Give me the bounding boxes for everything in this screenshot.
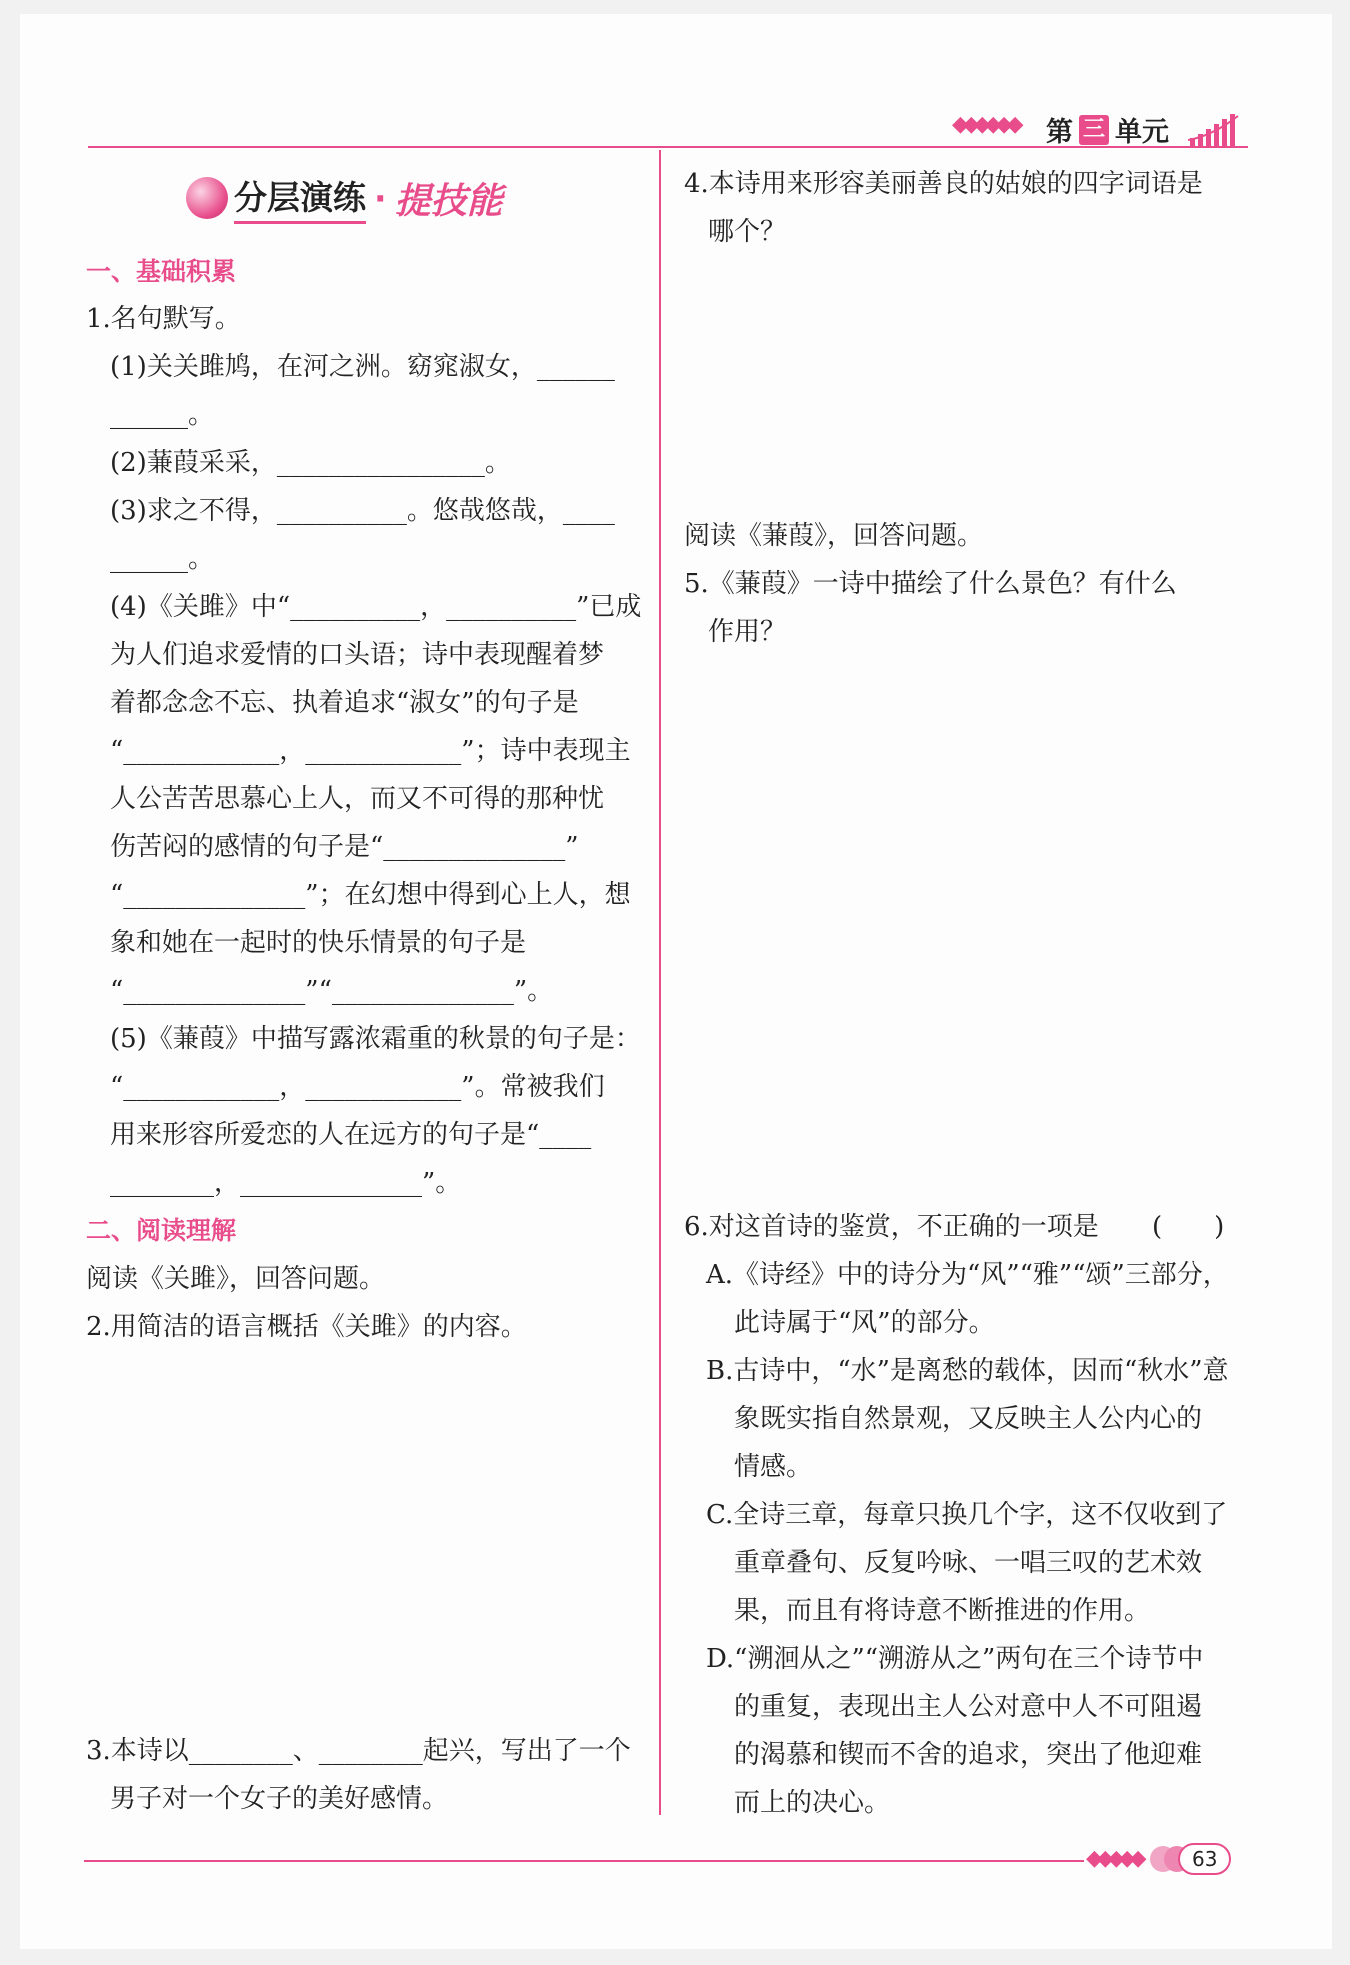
question-6: 6.对这首诗的鉴赏，不正确的一项是 [684,1212,1099,1242]
q1-line: (3)求之不得，__________。悠哉悠哉，____ [110,496,615,526]
q1-line: (1)关关雎鸠，在河之洲。窈窕淑女，______ [110,352,615,382]
footer-arrows-icon: ◆◆◆◆◆ [1086,1846,1141,1871]
q1-line: “______________”“______________”。 [110,976,554,1006]
option-line: 象既实指自然景观，又反映主人公内心的 [734,1404,1203,1434]
question-4-line2: 哪个？ [708,217,787,247]
q1-line: ______。 [110,400,215,430]
column-divider [659,150,661,1815]
question-1: 1.名句默写。 [86,304,241,334]
question-2: 2.用简洁的语言概括《关雎》的内容。 [86,1312,527,1342]
unit-number: 三 [1079,115,1109,145]
option-line: 此诗属于“风”的部分。 [734,1308,995,1338]
q1-line: (4)《关雎》中“__________，__________”已成 [110,592,642,622]
q1-line: ______。 [110,544,215,574]
question-3-line2: 男子对一个女子的美好感情。 [110,1784,449,1814]
option-line: 情感。 [734,1452,813,1482]
reading-prompt-1: 阅读《关雎》，回答问题。 [86,1264,386,1294]
option-line: 果，而且有将诗意不断推进的作用。 [734,1596,1151,1626]
option-line: B.古诗中，“水”是离愁的载体，因而“秋水”意 [706,1356,1229,1386]
q1-line: 用来形容所爱恋的人在远方的句子是“____ [110,1120,592,1150]
option-line: D.“溯洄从之”“溯游从之”两句在三个诗节中 [706,1644,1204,1674]
header-arrows-icon: ◆◆◆◆◆◆ [952,112,1018,137]
section-heading-2: 二、阅读理解 [86,1216,237,1245]
q1-line: 为人们追求爱情的口头语；诗中表现醒着梦 [110,640,605,670]
unit-prefix: 第 [1046,117,1073,148]
ball-icon [186,177,228,219]
q1-line: 着都念念不忘、执着追求“淑女”的句子是 [110,688,579,718]
q1-line: ________，______________”。 [110,1168,462,1198]
question-5-line1: 5.《蒹葭》一诗中描绘了什么景色？有什么 [684,569,1177,599]
q1-line: 伤苦闷的感情的句子是“______________” [110,832,579,862]
title-part2: 提技能 [394,180,503,222]
q1-line: “____________，____________”。常被我们 [110,1072,605,1102]
page-number: 63 [1178,1843,1231,1875]
q1-line: (5)《蒹葭》中描写露浓霜重的秋景的句子是： [110,1024,641,1054]
signal-bars-icon [1188,112,1244,148]
option-line: 而上的决心。 [734,1788,891,1818]
q1-line: “____________，____________”；诗中表现主 [110,736,631,766]
question-5-line2: 作用？ [708,617,787,647]
unit-label [1046,110,1169,149]
title-part1: 分层演练 [234,172,366,224]
q1-line: 象和她在一起时的快乐情景的句子是 [110,928,527,958]
section-heading-1: 一、基础积累 [86,257,237,286]
reading-prompt-2: 阅读《蒹葭》，回答问题。 [684,521,984,551]
answer-bracket: ( ) [1152,1212,1225,1242]
option-line: A.《诗经》中的诗分为“风”“雅”“颂”三部分， [706,1260,1229,1290]
question-4-line1: 4.本诗用来形容美丽善良的姑娘的四字词语是 [684,169,1203,199]
q1-line: “______________”；在幻想中得到心上人，想 [110,880,631,910]
option-line: 重章叠句、反复吟咏、一唱三叹的艺术效 [734,1548,1203,1578]
q1-line: 人公苦苦思慕心上人，而又不可得的那种忧 [110,784,605,814]
unit-suffix: 单元 [1115,117,1169,148]
page-number-badge [1150,1842,1231,1876]
q1-line: (2)蒹葭采采，________________。 [110,448,511,478]
section-title [186,172,503,224]
title-separator: · [374,178,387,218]
option-line: C.全诗三章，每章只换几个字，这不仅收到了 [706,1500,1228,1530]
option-line: 的渴慕和锲而不舍的追求，突出了他迎难 [734,1740,1203,1770]
question-3-line1: 3.本诗以________、________起兴，写出了一个 [86,1736,631,1766]
footer-rule [84,1860,1084,1862]
option-line: 的重复，表现出主人公对意中人不可阻遏 [734,1692,1203,1722]
